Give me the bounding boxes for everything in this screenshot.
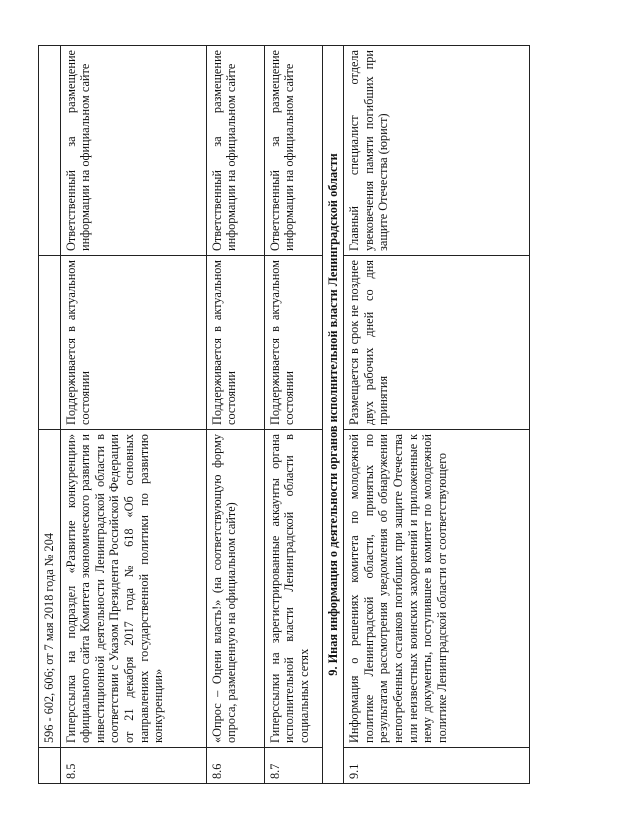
row-responsible: Ответственный за размещение информации на официальном сайте: [206, 46, 264, 256]
row-deadline: Поддерживается в актуальном состоянии: [264, 256, 322, 430]
row-deadline: Поддерживается в актуальном состоянии: [60, 256, 206, 430]
section-title: 9. Иная информация о деятельности органов исполнительной власти Ленинградской области: [322, 46, 344, 784]
row-name: «Опрос – Оцени власть!» (на соответствующую форму опроса, размещенную на официальном сайте): [206, 430, 264, 748]
row-name: Гиперссылки на зарегистрированные аккаунты органа исполнительной власти Ленинградской области в социальных сетях: [264, 430, 322, 748]
row-responsible: Главный специалист отдела увековечения памяти погибших при защите Отечества (юрист): [344, 46, 530, 256]
row-number: 8.5: [60, 748, 206, 784]
table-row-reference: [39, 46, 61, 784]
row-name: Информация о решениях комитета по молодежной политике Ленинградской области, принятых по результатам рассмотрения уведомления об обнаружении непогребенных останков погибших при защите Отечества или неизвестных воинских захоронений и приложенные к нему документы, поступившее в комитет по молодежной политике Ленинградской области от соответствующего: [344, 430, 530, 748]
reference-cell: 596 - 602, 606; от 7 мая 2018 года № 204: [39, 430, 61, 748]
table-row: [60, 46, 206, 784]
row-responsible: Ответственный за размещение информации на официальном сайте: [60, 46, 206, 256]
row-number: 9.1: [344, 748, 530, 784]
row-responsible: Ответственный за размещение информации на официальном сайте: [264, 46, 322, 256]
section-heading-row: [322, 46, 344, 784]
row-name: Гиперссылка на подраздел «Развитие конкуренции» официального сайта Комитета экономического развития и инвестиционной деятельности Ленинградской области в соответствии с Указом Президента Российской Федерации от 21 декабря 2017 года № 618 «Об основных направлениях государственной политики по развитию конкуренции»: [60, 430, 206, 748]
empty-cell: [39, 748, 61, 784]
table-row: [344, 46, 530, 784]
empty-cell: [39, 46, 61, 256]
row-number: 8.6: [206, 748, 264, 784]
row-deadline: Размещается в срок не позднее двух рабочих дней со дня принятия: [344, 256, 530, 430]
table-row: [264, 46, 322, 784]
empty-cell: [39, 256, 61, 430]
row-number: 8.7: [264, 748, 322, 784]
row-deadline: Поддерживается в актуальном состоянии: [206, 256, 264, 430]
measures-table: [38, 45, 530, 784]
table-row: [206, 46, 264, 784]
